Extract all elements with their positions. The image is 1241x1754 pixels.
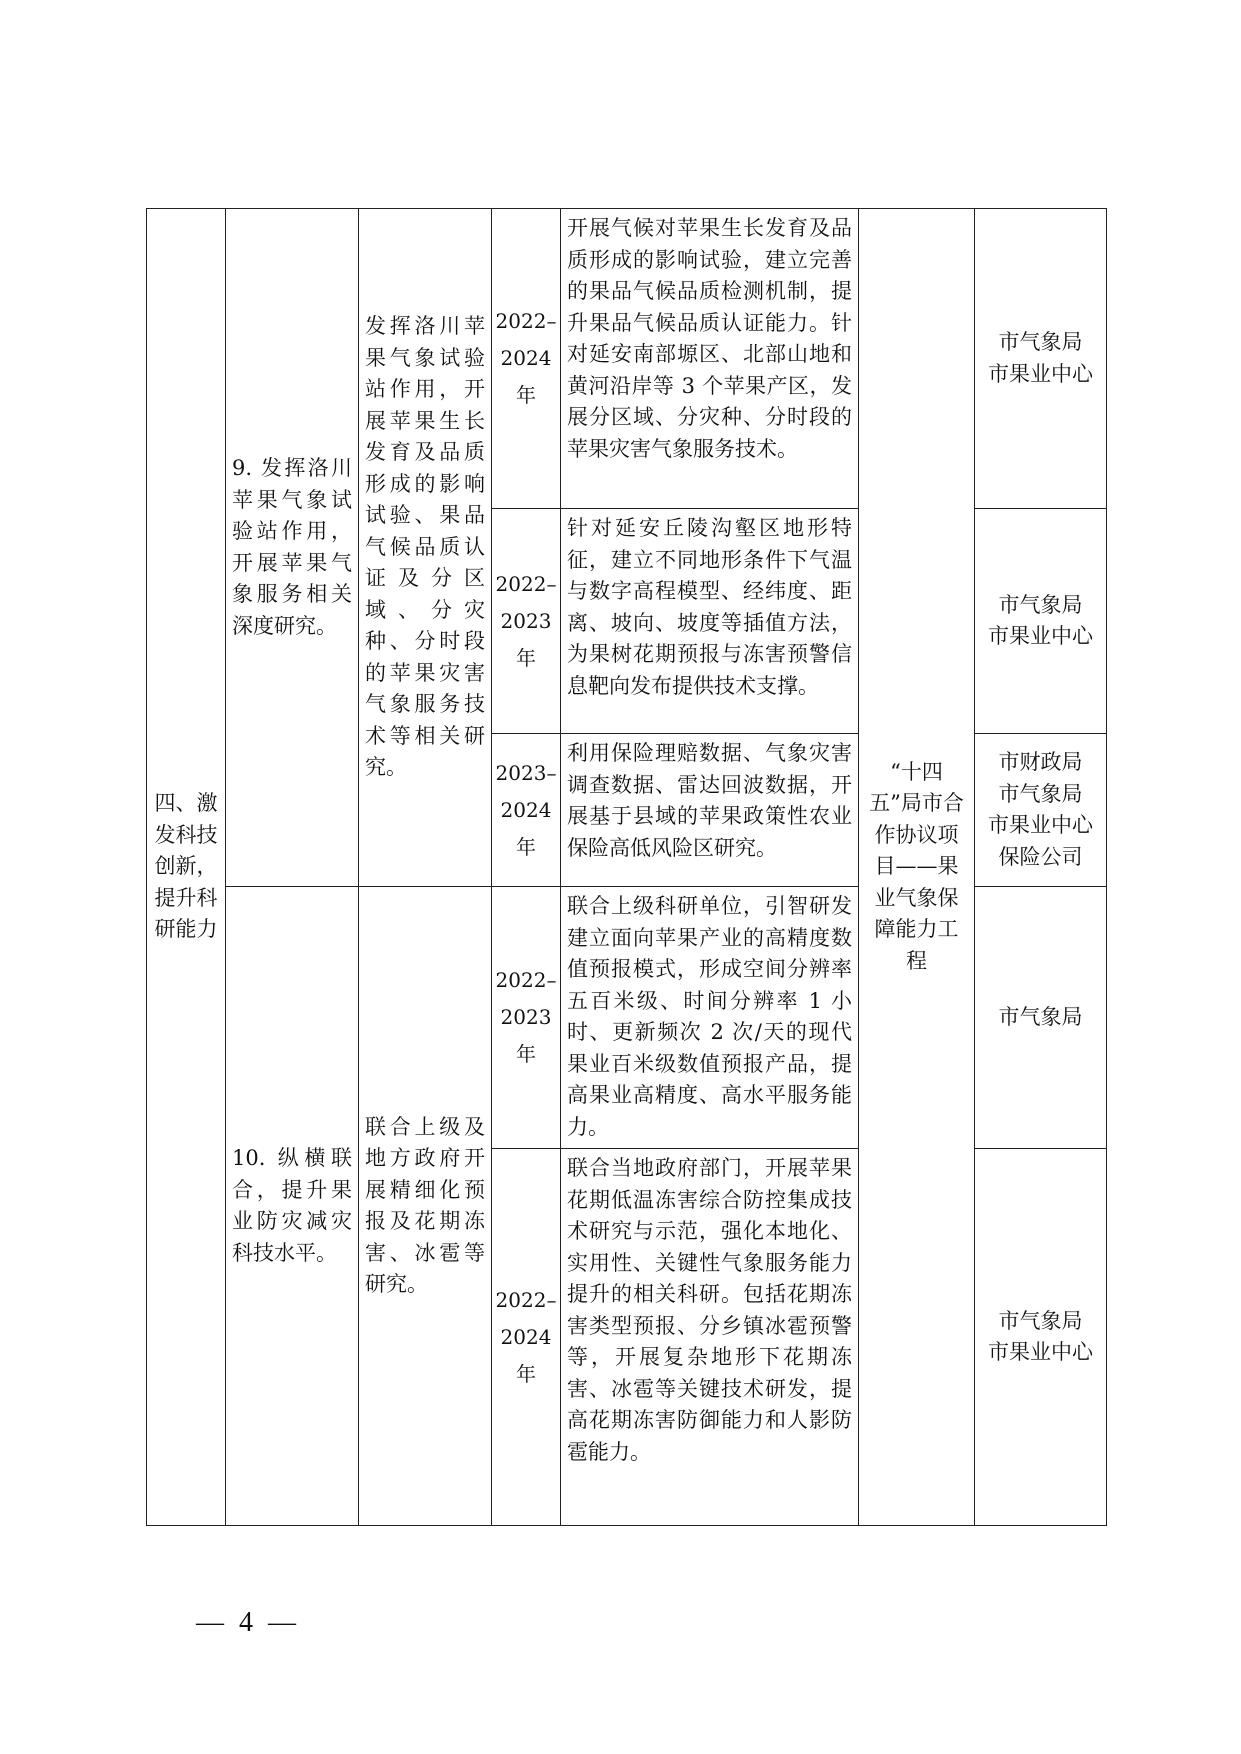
- task-cell-10: 10. 纵横联合，提升果业防灾减灾科技水平。: [226, 887, 359, 1526]
- period-start: 2022–: [495, 571, 557, 596]
- period-start: 2022–: [495, 968, 557, 992]
- period-start: 2022–: [495, 1287, 557, 1312]
- org-name: 市果业中心: [988, 813, 1093, 837]
- org-name: 市气象局: [998, 592, 1083, 617]
- period-end: 2024: [500, 1324, 552, 1349]
- period-cell: [492, 1149, 561, 1526]
- org-name: 市果业中心: [988, 361, 1093, 386]
- period-unit: 年: [516, 1042, 536, 1066]
- detail-cell: 联合上级科研单位，引智研发建立面向苹果产业的高精度数值预报模式，形成空间分辨率五百米级、时间分辨率 1 小时、更新频次 2 次/天的现代果业百米级数值预报产品，提高果业高精度、高水平服务能力。: [561, 887, 859, 1149]
- detail-cell: 利用保险理赔数据、气象灾害调查数据、雷达回波数据，开展基于县域的苹果政策性农业保险高低风险区研究。: [561, 734, 859, 887]
- detail-cell: 开展气候对苹果生长发育及品质形成的影响试验，建立完善的果品气候品质检测机制，提升果品气候品质认证能力。针对延安南部塬区、北部山地和黄河沿岸等 3 个苹果产区，发展分区域、分灾种、分时段的苹果灾害气象服务技术。: [561, 209, 859, 509]
- content-cell-10: 联合上级及地方政府开展精细化预报及花期冻害、冰雹等研究。: [359, 887, 492, 1526]
- period-end: 2024: [500, 346, 552, 370]
- org-name: 市气象局: [998, 330, 1083, 354]
- project-cell: “十四五”局市合作协议项目——果业气象保障能力工程: [859, 209, 975, 1526]
- period-cell: [492, 509, 561, 734]
- org-cell: [975, 509, 1107, 734]
- period-unit: 年: [516, 645, 536, 670]
- org-cell: [975, 734, 1107, 887]
- org-cell: [975, 209, 1107, 509]
- detail-cell: 针对延安丘陵沟壑区地形特征，建立不同地形条件下气温与数字高程模型、经纬度、距离、坡向、坡度等插值方法，为果树花期预报与冻害预警信息靶向发布提供技术支撑。: [561, 509, 859, 734]
- period-unit: 年: [516, 834, 536, 859]
- org-name: 市财政局: [998, 750, 1083, 774]
- org-name: 市果业中心: [988, 1340, 1093, 1364]
- period-cell: [492, 734, 561, 887]
- period-start: 2023–: [495, 760, 557, 785]
- category-cell: 四、激发科技创新，提升科研能力: [147, 209, 226, 1526]
- period-unit: 年: [516, 1361, 536, 1386]
- period-end: 2023: [500, 608, 552, 633]
- period-end: 2024: [500, 797, 552, 822]
- page-number: — 4 —: [196, 1607, 300, 1638]
- task-cell-9: 9. 发挥洛川苹果气象试验站作用，开展苹果气象服务相关深度研究。: [226, 209, 359, 887]
- period-cell: [492, 887, 561, 1149]
- org-name: 保险公司: [998, 844, 1083, 869]
- org-name: 市气象局: [998, 781, 1083, 806]
- task-table: [146, 208, 1107, 1526]
- org-cell: [975, 887, 1107, 1149]
- period-start: 2022–: [495, 309, 557, 333]
- org-name: 市气象局: [998, 1004, 1083, 1029]
- period-end: 2023: [500, 1005, 552, 1029]
- content-cell-9: 发挥洛川苹果气象试验站作用，开展苹果生长发育及品质形成的影响试验、果品气候品质认证及分区域、分灾种、分时段的苹果灾害气象服务技术等相关研究。: [359, 209, 492, 887]
- org-name: 市气象局: [998, 1308, 1083, 1333]
- org-cell: [975, 1149, 1107, 1526]
- period-cell: [492, 209, 561, 509]
- period-unit: 年: [516, 383, 536, 407]
- detail-cell: 联合当地政府部门，开展苹果花期低温冻害综合防控集成技术研究与示范，强化本地化、实用性、关键性气象服务能力提升的相关科研。包括花期冻害类型预报、分乡镇冰雹预警等，开展复杂地形下花期冻害、冰雹等关键技术研发，提高花期冻害防御能力和人影防雹能力。: [561, 1149, 859, 1526]
- org-name: 市果业中心: [988, 624, 1093, 648]
